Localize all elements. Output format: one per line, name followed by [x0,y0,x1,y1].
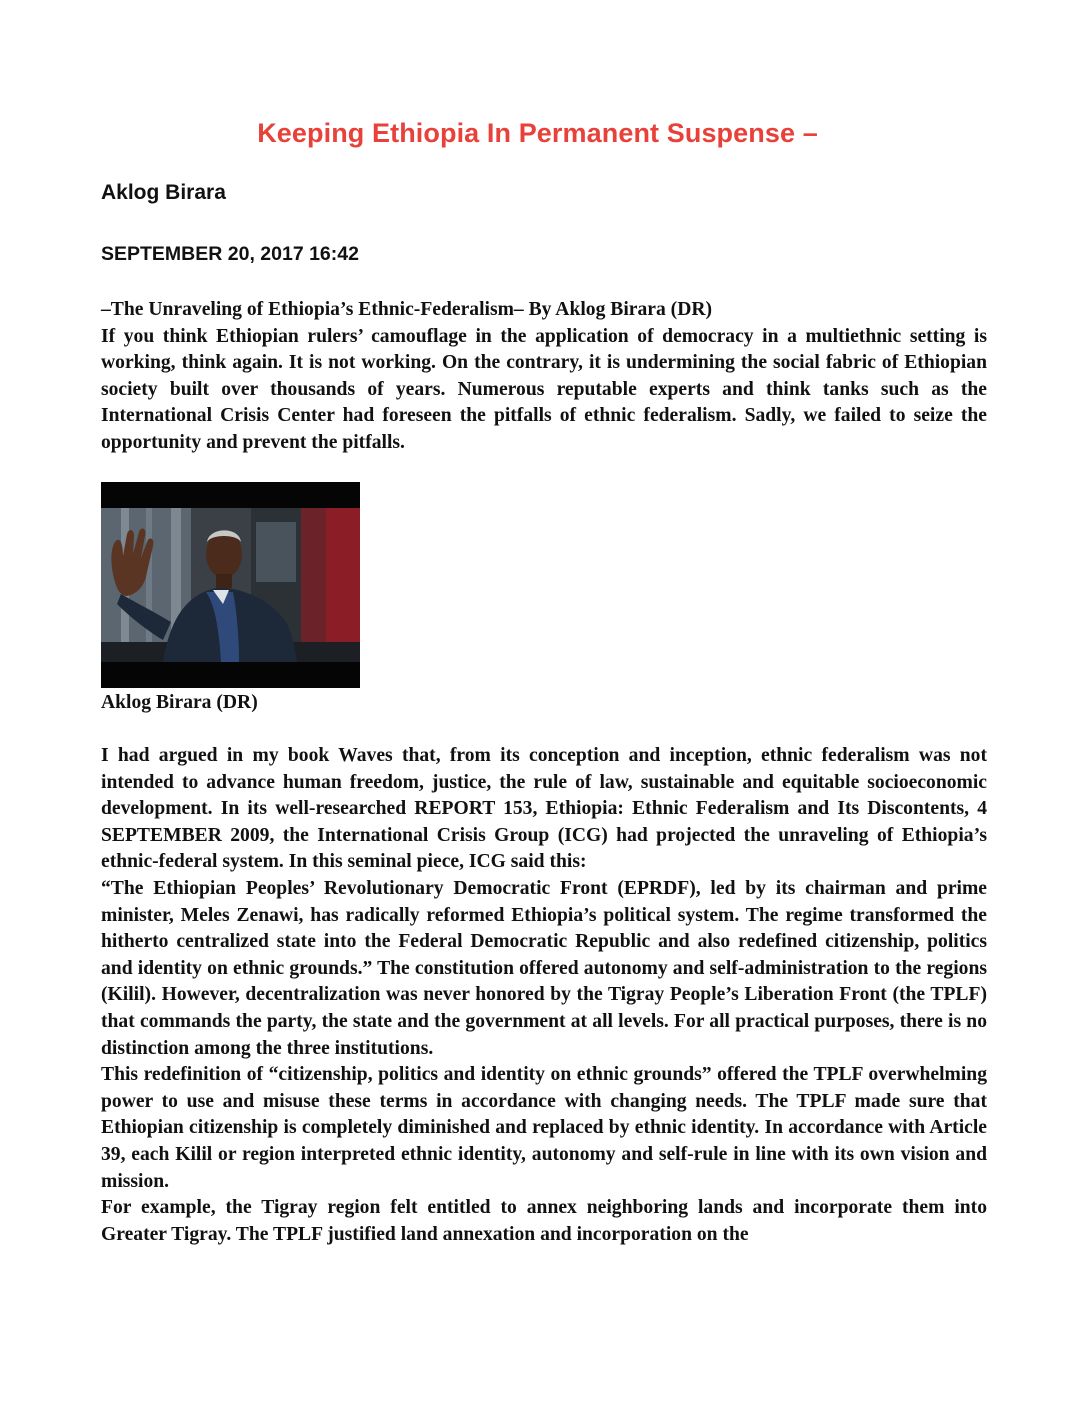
intro-paragraph: If you think Ethiopian rulers’ camouflage in the application of democracy in a multiethnic setting is working, think again. It is not working. On the contrary, it is undermining the social fabric of Ethiopian society built over thousands of years. Numerous reputable experts and think tanks such as the International Crisis Center had foreseen the pitfalls of ethnic federalism. Sadly, we failed to seize the opportunity and prevent the pitfalls. [101,325,987,453]
author-photo [101,482,360,688]
intro-heading: –The Unraveling of Ethiopia’s Ethnic-Federalism– By Aklog Birara (DR) [101,299,713,320]
photo-caption: Aklog Birara (DR) [101,692,258,713]
body-paragraph-4: For example, the Tigray region felt entitled to annex neighboring lands and incorporate them into Greater Tigray. The TPLF justified land annexation and incorporation on the [101,1197,987,1245]
main-body [101,743,987,1248]
article-title: Keeping Ethiopia In Permanent Suspense – [257,118,818,148]
article-author: Aklog Birara [101,181,226,204]
author-photo-illustration [101,482,360,688]
body-paragraph-3: This redefinition of “citizenship, politics and identity on ethnic grounds” offered the TPLF overwhelming power to use and misuse these terms in accordance with changing needs. The TPLF made sure that Ethiopian citizenship is completely diminished and replaced by ethnic identity. In accordance with Article 39, each Kilil or region interpreted ethnic identity, autonomy and self-rule in line with its own vision and mission. [101,1064,987,1192]
body-paragraph-1: I had argued in my book Waves that, from its conception and inception, ethnic federalism was not intended to advance human freedom, justice, the rule of law, sustainable and equitable socioeconomic development. In its well-researched REPORT 153, Ethiopia: Ethnic Federalism and Its Discontents, 4 SEPTEMBER 2009, the International Crisis Group (ICG) had projected the unraveling of Ethiopia’s ethnic-federal system. In this seminal piece, ICG said this: [101,745,987,873]
intro-block [101,297,987,457]
body-paragraph-2: “The Ethiopian Peoples’ Revolutionary Democratic Front (EPRDF), led by its chairman and prime minister, Meles Zenawi, has radically reformed Ethiopia’s political system. The regime transformed the hitherto centralized state into the Federal Democratic Republic and also redefined citizenship, politics and identity on ethnic grounds.” The constitution offered autonomy and self-administration to the regions (Kilil). However, decentralization was never honored by the Tigray People’s Liberation Front (the TPLF) that commands the party, the state and the government at all levels. For all practical purposes, there is no distinction among the three institutions. [101,877,987,1059]
article-date: SEPTEMBER 20, 2017 16:42 [101,243,359,265]
